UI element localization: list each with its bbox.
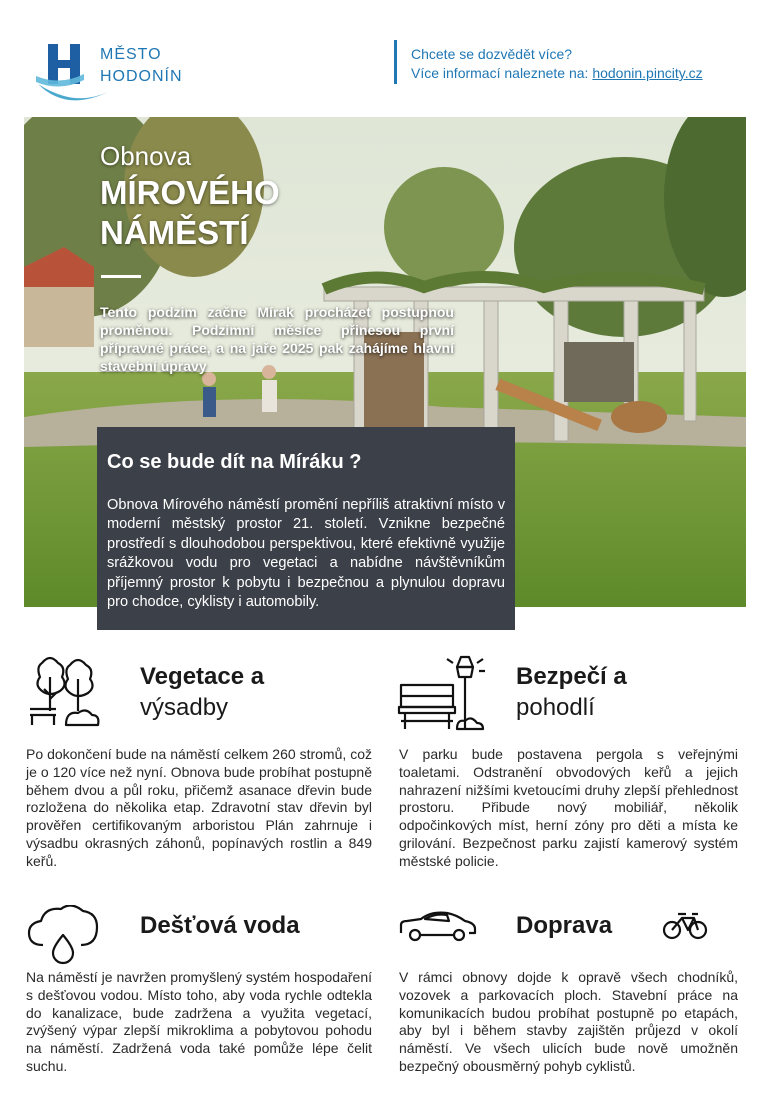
website-link[interactable]: hodonin.pincity.cz bbox=[592, 65, 703, 81]
hero-title bbox=[100, 173, 280, 253]
hero-title-line-2: NÁMĚSTÍ bbox=[100, 214, 249, 251]
logo-line-2: HODONÍN bbox=[100, 68, 183, 85]
transport-title-bold: Doprava bbox=[516, 912, 613, 939]
section-text-rainwater: Na náměstí je navržen promyšlený systém hospodaření s dešťovou vodou. Místo toho, aby voda rychle odtekla do kanalizace, bude zadržena a využita vegetací, zvýšený výpar zlepší mikroklima a pobytovou pohodu na náměstí. Zadržená voda také pomůže lépe čelit suchu. bbox=[26, 969, 372, 1074]
vegetation-title-light: výsadby bbox=[140, 694, 229, 721]
header-info bbox=[411, 45, 703, 83]
section-text-vegetation: Po dokončení bude na náměstí celkem 260 stromů, což je o 120 více než nyní. Obnova bude probíhat postupně během dvou a půl roku, přičemž asanace dřevin bude rozložena do několika etap. Zdravotní stav dřevin byl prověřen certifikovaným arboristou Plán zahrnuje i výsadbu okrasných záhonů, popínavých rostlin a 849 keřů. bbox=[26, 746, 372, 869]
logo-line-1: MĚSTO bbox=[100, 46, 162, 63]
info-question: Chcete se dozvědět více? bbox=[411, 46, 573, 62]
info-prefix: Více informací naleznete na: bbox=[411, 65, 593, 81]
info-box-text: Obnova Mírového náměstí promění nepříliš atraktivní místo v moderní městský prostor 21. století. Vznikne bezpečné prostředí s dlouhodobou perspektivou, které efektivně využije srážkovou vodu pro vegetaci a nabídne návštěvníkům příjemný prostor k pobytu i bezpečnou a plynulou dopravu pro chodce, cyklisty i automobily. bbox=[107, 497, 505, 611]
section-title-rainwater bbox=[140, 910, 300, 941]
info-more bbox=[411, 64, 703, 83]
hero-rule bbox=[101, 275, 141, 278]
trees-bench-icon bbox=[26, 653, 100, 729]
car-icon bbox=[397, 909, 479, 943]
hero-title-line-1: MÍROVÉHO bbox=[100, 174, 280, 211]
hero-subtitle: Obnova bbox=[100, 141, 192, 171]
hero-intro: Tento podzim začne Mírak procházet postupnou proměnou. Podzimní měsíce přinesou první přípravné práce, a na jaře 2025 pak zahájíme hlavní stavební úpravy bbox=[100, 304, 454, 374]
info-box bbox=[97, 427, 515, 630]
section-title-vegetation bbox=[140, 661, 264, 723]
section-title-safety bbox=[516, 661, 627, 723]
bicycle-icon bbox=[662, 910, 708, 940]
section-text-safety: V parku bude postavena pergola s veřejnými toaletami. Odstranění obvodových keřů a jejich nahrazení nižšími kvetoucími druhy zlepší přehlednost prostoru. Přibude nový mobiliář, několik odpočinkových míst, herní zóny pro děti a místa ke grilování. Bezpečnost parku zajistí kamerový systém městské policie. bbox=[399, 746, 738, 869]
cloud-drop-icon bbox=[25, 905, 101, 965]
section-title-transport bbox=[516, 910, 612, 941]
safety-title-bold: Bezpečí a bbox=[516, 663, 627, 690]
info-box-heading: Co se bude dít na Míráku ? bbox=[107, 451, 362, 473]
header-divider bbox=[394, 40, 397, 84]
safety-title-light: pohodlí bbox=[516, 694, 595, 721]
section-text-transport: V rámci obnovy dojde k opravě všech chodníků, vozovek a parkovacích ploch. Stavební práce na komunikacích budou probíhat postupně po etapách, aby byl i během stavby zajištěn průjezd v okolí náměstí. Ve všech ulicích bude nově umožněn bezpečný obousměrný pohyb cyklistů. bbox=[399, 969, 738, 1074]
rainwater-title-bold: Dešťová voda bbox=[140, 912, 300, 939]
logo-text bbox=[100, 44, 183, 88]
vegetation-title-bold: Vegetace a bbox=[140, 663, 265, 690]
bench-lamp-icon bbox=[397, 651, 489, 733]
